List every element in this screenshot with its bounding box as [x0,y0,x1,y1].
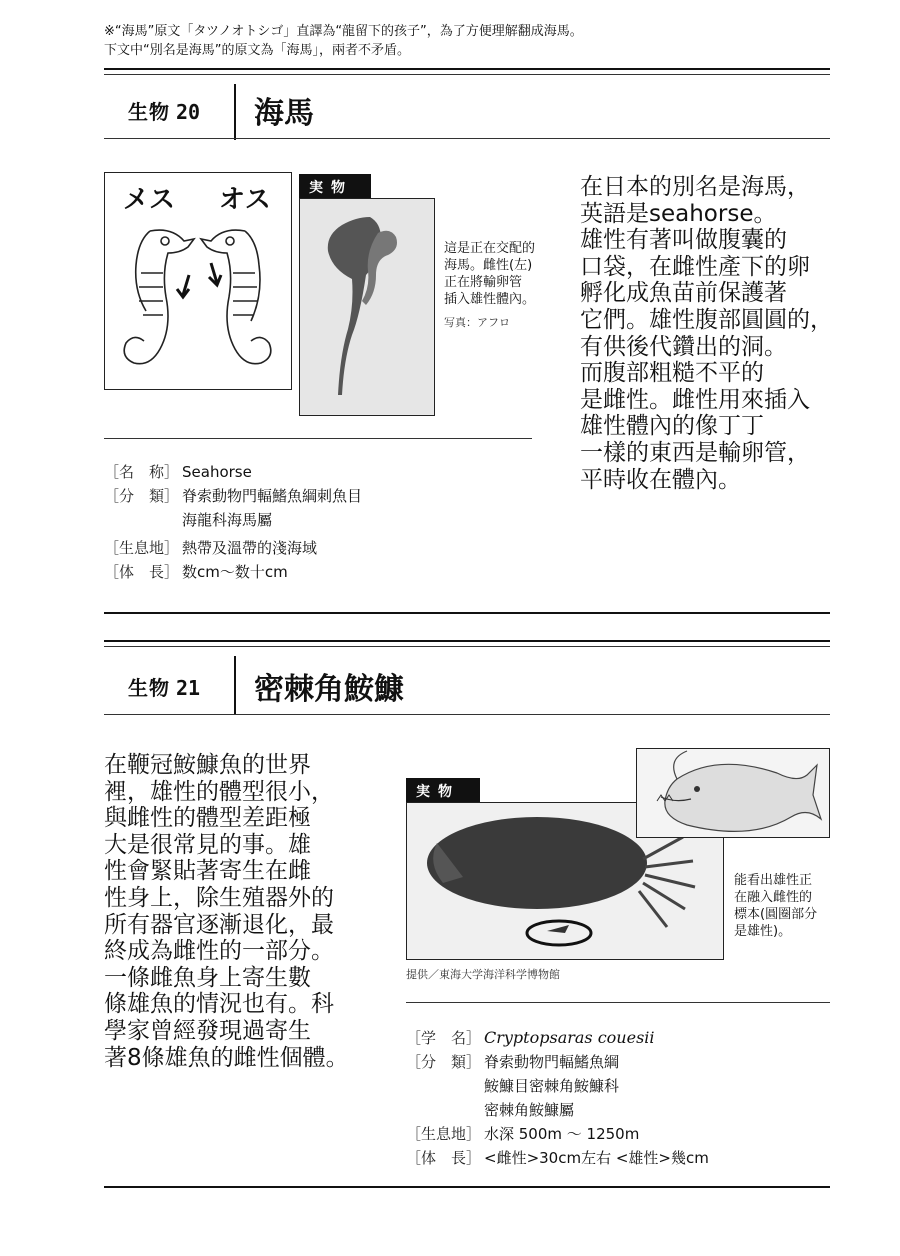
info-row-habitat [104,536,362,560]
info-key: ［生息地］ [104,539,180,557]
info-value: 海龍科海馬屬 [182,511,273,529]
section20-body-line: 在日本的別名是海馬， [580,174,810,200]
info-row-classification [104,484,362,508]
section21-heading-bottom-rule [104,714,830,715]
section21-caption-line: 是雄性)。 [734,924,792,939]
info-value: 鮟鱇目密棘角鮟鱇科 [484,1077,620,1095]
section20-info [104,460,362,584]
translator-note-line-2: 下文中“別名是海馬”的原文為「海馬」，兩者不矛盾。 [104,43,410,58]
section20-body-line: 孵化成魚苗前保護著 [580,280,787,307]
info-key: ［分 類］ [104,487,180,505]
section20-body-line: 雄性體內的像丁丁 [580,413,764,440]
section20-body-line: 一樣的東西是輸卵管， [580,439,810,466]
section21-caption-line: 標本(圓圈部分 [734,907,818,922]
section21-heading-divider [234,656,236,714]
section20-body-line: 英語是seahorse。 [580,200,777,227]
info-row-classification-cont [104,508,362,532]
section20-body-line: 而腹部粗糙不平的 [580,360,764,387]
section20-caption [444,240,535,330]
section21-body-line: 性身上，除生殖器外的 [104,884,334,911]
section21-body-line: 條雄魚的情況也有。科 [104,991,334,1018]
info-row-classification-cont [406,1074,709,1098]
info-row-classification [406,1050,709,1074]
section21-body-line: 在鞭冠鮟鱇魚的世界 [104,752,311,778]
seahorse-photo [299,198,435,416]
section20-number: 20 [176,100,201,124]
seahorse-illustration [104,172,292,390]
section20-body-line: 它們。雄性腹部圓圓的， [580,306,833,333]
info-key: ［名 称］ [104,463,180,481]
info-row-length [104,560,362,584]
section20-top-rule [104,68,830,70]
info-row-name [104,460,362,484]
section21-number: 21 [176,676,201,700]
info-value: Cryptopsaras couesii [484,1028,655,1047]
section20-bottom-rule [104,612,830,614]
info-row-habitat [406,1122,709,1146]
section20-heading-label [128,96,200,125]
section21-body-line: 與雌性的體型差距極 [104,805,311,832]
section21-info-rule [406,1002,830,1003]
section20-heading-bottom-rule [104,138,830,139]
section20-photo-credit: 写真：アフロ [444,316,510,329]
section21-body-line: 著8條雄魚的雌性個體。 [104,1044,349,1071]
section20-body [580,174,833,493]
section21-photo-tag: 実物 [406,778,480,804]
section20-heading-divider [234,84,236,140]
info-value: Seahorse [182,463,252,481]
info-key: ［体 長］ [406,1149,482,1167]
info-row-scientific-name [406,1026,709,1050]
section20-label: 生物 [128,100,170,124]
section21-caption [734,872,817,940]
section20-info-rule [104,438,532,439]
info-key: ［学 名］ [406,1029,482,1047]
section21-body-line: 大是很常見的事。雄 [104,831,311,858]
section21-body-line: 性會緊貼著寄生在雌 [104,858,311,885]
section20-body-line: 有供後代鑽出的洞。 [580,333,787,360]
female-label: メス [123,185,176,215]
section21-label: 生物 [128,676,170,700]
section20-body-line: 雄性有著叫做腹囊的 [580,227,787,254]
section20-top-rule-thin [104,74,830,75]
info-value: 水深 500m 〜 1250m [484,1125,640,1143]
section20-photo-tag: 実物 [299,174,371,200]
info-value: 脊索動物門輻鰭魚綱刺魚目 [182,487,363,505]
info-value: 密棘角鮟鱇屬 [484,1101,575,1119]
translator-note-line-1: ※“海馬”原文「タツノオトシゴ」直譯為“龍留下的孩子”，為了方便理解翻成海馬。 [104,24,583,39]
section21-body-line: 裡，雄性的體型很小， [104,778,334,805]
section20-caption-line: 插入雄性體內。 [444,292,536,307]
section21-bottom-rule [104,1186,830,1188]
info-value: 数cm〜数十cm [182,563,288,581]
section20-title: 海馬 [254,96,314,131]
section21-title: 密棘角鮟鱇 [254,672,404,707]
section21-top-rule [104,640,830,642]
section21-body [104,752,349,1071]
seahorse-pair-drawing [105,213,291,389]
info-value: 熱帶及溫帶的淺海域 [182,539,318,557]
info-row-length [406,1146,709,1170]
section20-body-line: 口袋，在雌性產下的卵 [580,253,810,280]
info-key: ［生息地］ [406,1125,482,1143]
info-key: ［分 類］ [406,1053,482,1071]
info-value: <雌性>30cm左右 <雄性>幾cm [484,1149,709,1167]
section21-body-line: 所有器官逐漸退化，最 [104,911,334,938]
section21-body-line: 一條雌魚身上寄生數 [104,964,311,991]
section21-body-line: 終成為雌性的一部分。 [104,938,334,965]
info-key: ［体 長］ [104,563,180,581]
section20-caption-line: 這是正在交配的 [444,241,536,256]
section20-caption-line: 海馬。雌性(左) [444,258,533,273]
section20-body-line: 平時收在體內。 [580,466,741,493]
male-label: オス [219,185,271,215]
section21-top-rule-thin [104,646,830,647]
section21-caption-line: 能看出雄性正 [734,873,813,888]
section21-caption-line: 在融入雌性的 [734,890,813,905]
section20-body-line: 是雌性。雌性用來插入 [580,386,810,413]
section21-photo-credit: 提供／東海大学海洋科学博物館 [406,968,560,981]
info-row-classification-cont [406,1098,709,1122]
section21-heading-label [128,672,200,701]
anglerfish-illustration [636,748,830,838]
section21-body-line: 學家曾經發現過寄生 [104,1017,311,1044]
section21-info [406,1026,709,1170]
seahorse-photo-drawing [300,199,433,414]
section20-caption-line: 正在將輸卵管 [444,275,523,290]
anglerfish-illustration-drawing [637,749,828,836]
info-value: 脊索動物門輻鰭魚綱 [484,1053,620,1071]
